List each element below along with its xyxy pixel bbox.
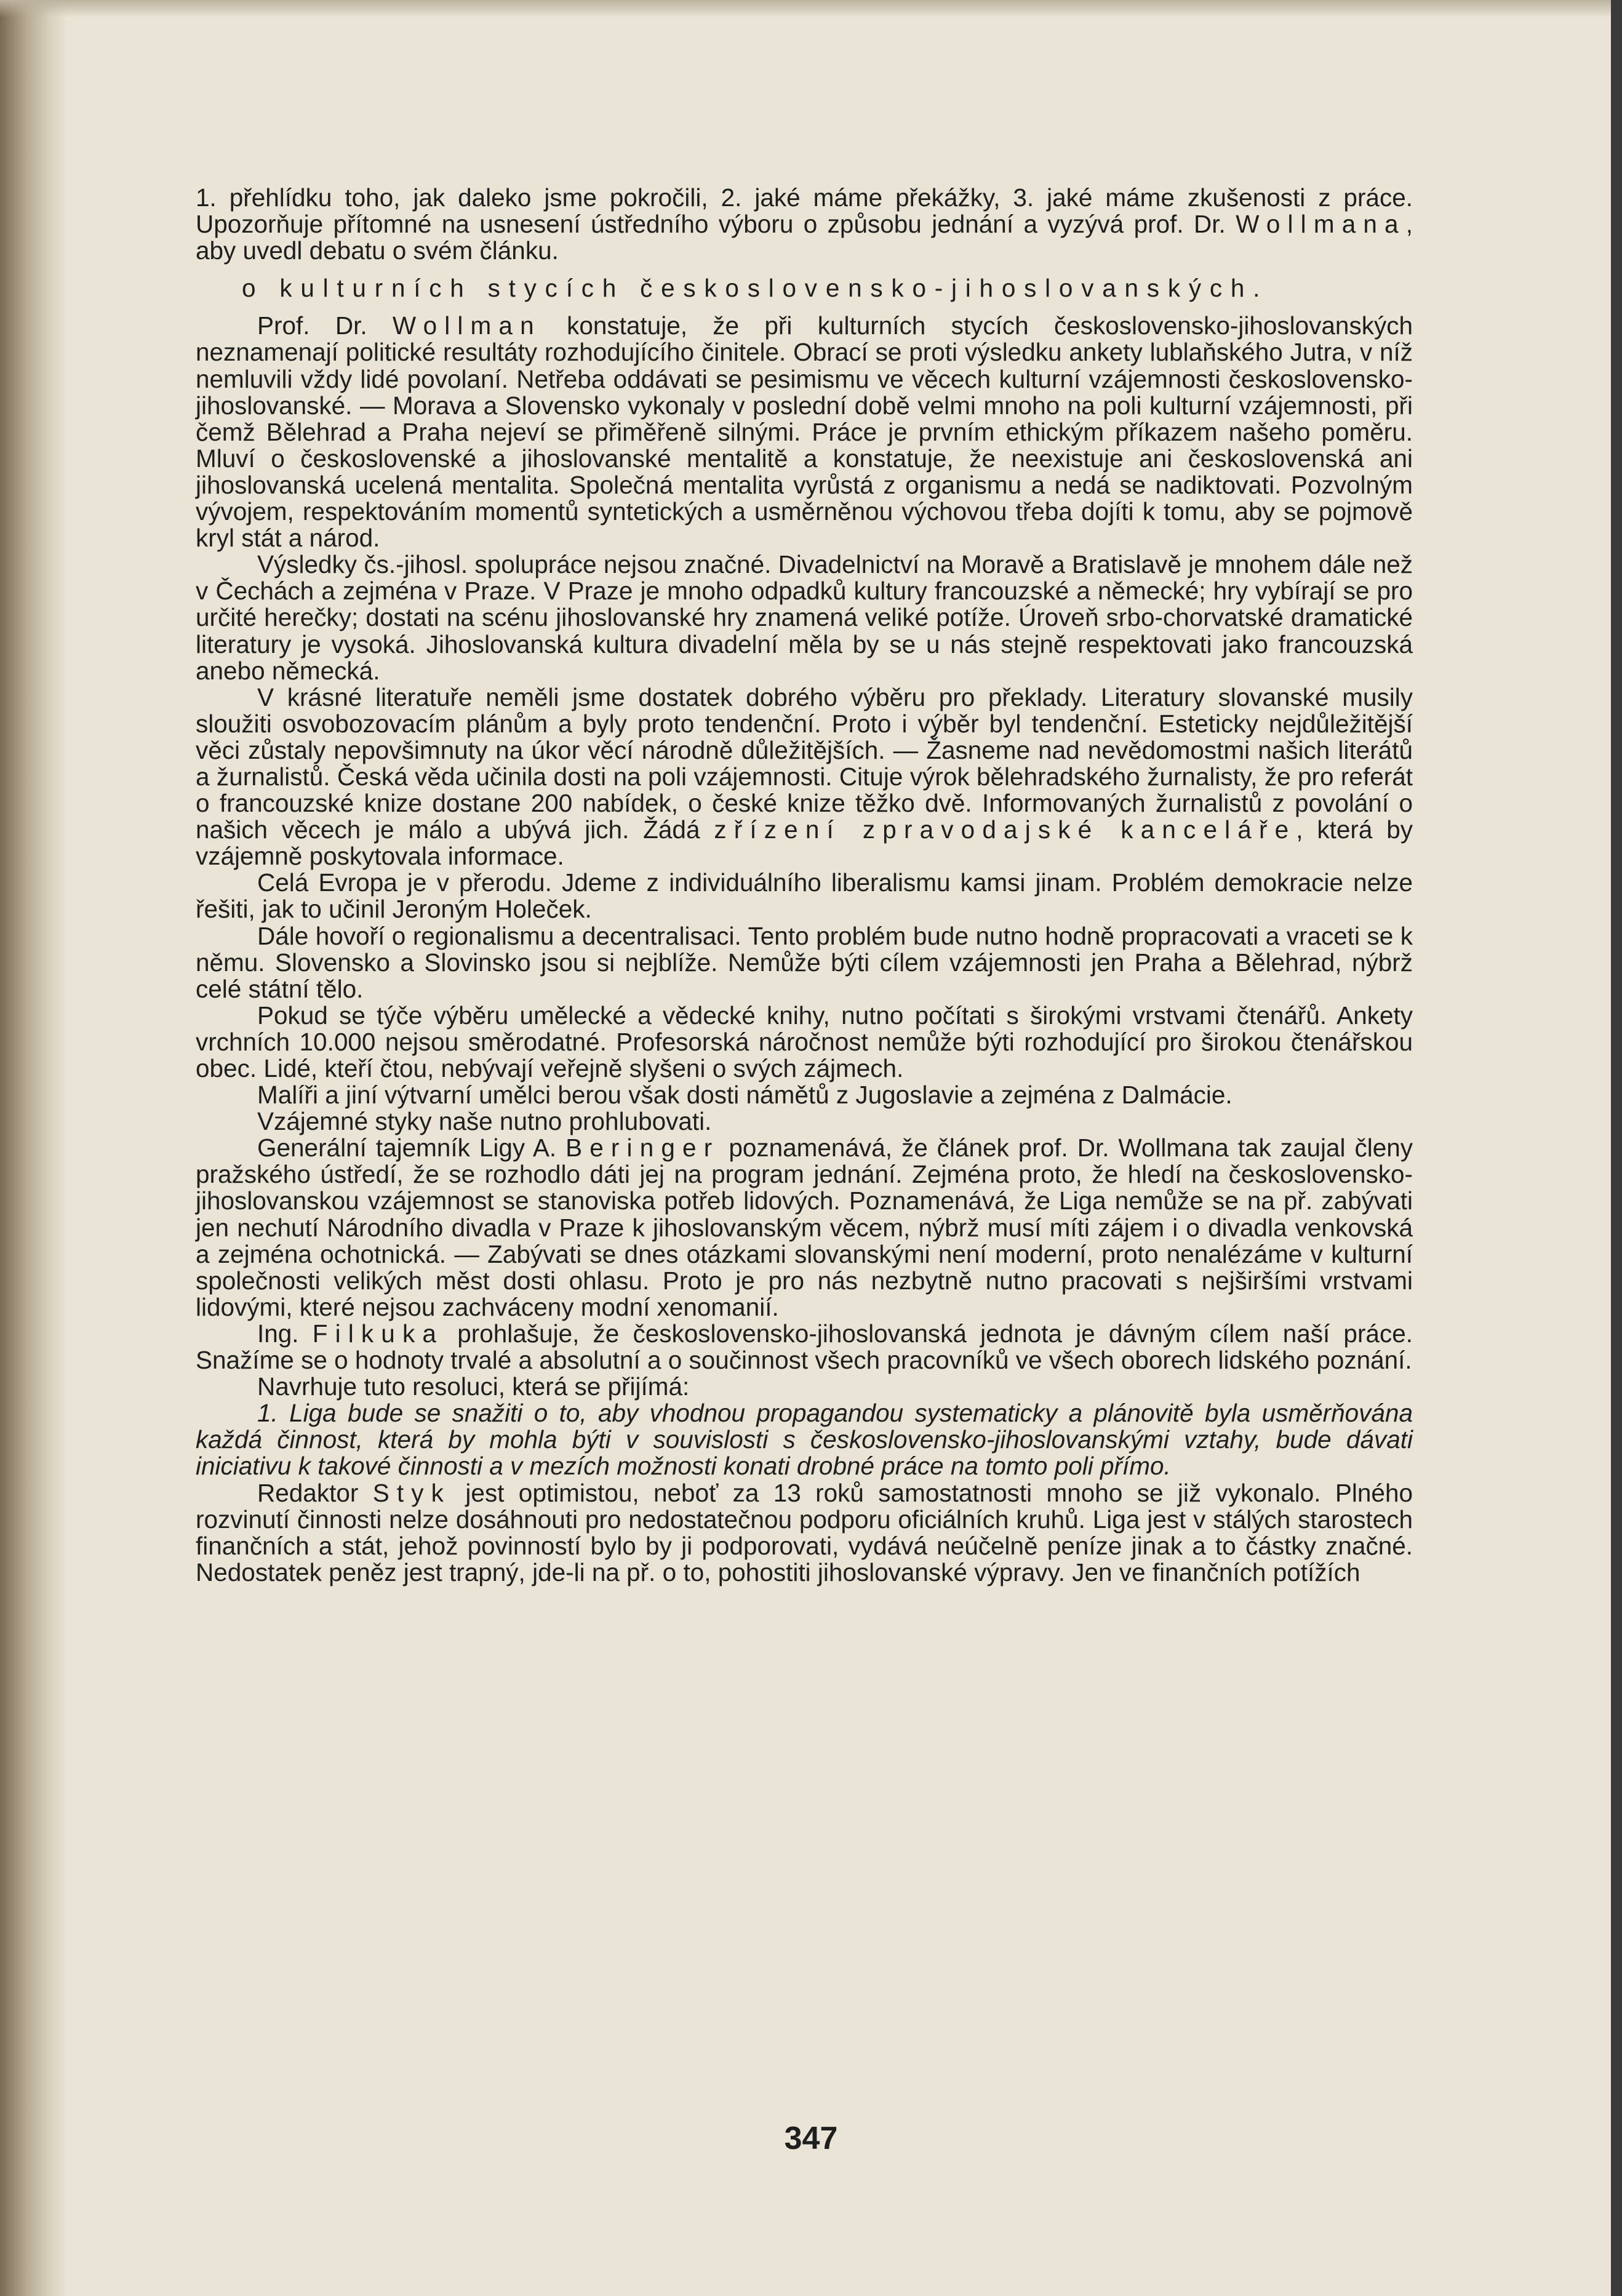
paragraph-malíři: Malíři a jiní výtvarní umělci berou však dosti námětů z Jugoslavie a zejména z Dalmácie. [257,1081,1232,1110]
wollman-prefix: Prof. Dr. [257,311,393,340]
wollman-name-spaced: Wollman [392,311,541,340]
page-top-edge [0,0,1622,17]
page-number: 347 [784,2121,838,2156]
binding-shadow [0,0,68,2296]
beringer-text: poznamenává, že článek prof. Dr. Wollmana tak zaujal členy pražského ústředí, že se rozhodlo dáti jej na program jednání. Zejména proto, že hledí na československo-jihoslovanskou vzájemnost se stanoviska potřeb lidových. Poznamenává, že Liga nemůže se na př. zabývati jen nechutí Národního divadla v Praze k jihoslovanským věcem, nýbrž musí míti zájem i o divadla venkovská a zejména ochotnická. — Zabývati se dnes otázkami slovanskými není moderní, proto nenalézáme v kulturní společnosti velikých měst dosti ohlasu. Proto je pro nás nezbytně nutno pracovati s nejširšími vrstvami lidovými, které nejsou zachváceny modní xenomanií. [196,1134,1413,1321]
styk-text: jest optimistou, neboť za 13 roků samostatnosti mnoho se již vykonalo. Plného rozvinutí činnosti nelze dosáhnouti pro nedostatečnou podporu oficiálních kruhů. Liga jest v stálých starostech finančních a stát, jehož povinností bylo by ji podporovati, vydává neúčelně peníze jinak a to částky značné. Nedostatek peněz jest trapný, jde-li na př. o to, pohostiti jihoslovanské výpravy. Jen ve finančních potížích [196,1478,1413,1586]
paragraph-wollman [196,313,1413,551]
body-text [196,185,1413,1586]
intro-text: 1. přehlídku toho, jak daleko jsme pokročili, 2. jaké máme překážky, 3. jaké máme zkušenosti z práce. Upozorňuje přítomné na usnesení ústředního výboru o způsobu jednání a vyzývá prof. Dr. [196,183,1413,239]
wollman-text: konstatuje, že při kulturních stycích československo-jihoslovanských neznamenají politické resultáty rozhodujícího činitele. Obrací se proti výsledku ankety lublaňského Jutra, v níž nemluvili vždy lidé povolaní. Netřeba oddávati se pesimismu ve věcech kulturní vzájemnosti československo-jihoslovanské. — Morava a Slovensko vykonaly v poslední době velmi mnoho na poli kulturní vzájemnosti, při čemž Bělehrad a Praha nejeví se přiměřeně silnými. Práce je prvním ethickým příkazem našeho poměru. Mluví o československé a jihoslovanské mentalitě a konstatuje, že neexistuje ani československá ani jihoslovanská ucelená mentalita. Společná mentalita vyrůstá z organismu a nedá se nadiktovati. Pozvolným vývojem, respektováním momentů syntetických a usměrněnou výchovou třeba dojíti k tomu, aby se pojmově kryl stát a národ. [196,311,1413,553]
filkuka-text: prohlašuje, že československo-jihoslovanská jednota je dávným cílem naší práce. Snažíme se o hodnoty trvalé a absolutní a o součinnost všech pracovníků ve všech oborech lidského poznání. [196,1319,1413,1375]
paragraph-literatura [196,684,1413,870]
page-right-edge [1611,0,1622,2296]
paragraph-styk [196,1480,1413,1586]
paragraph-regionalismus: Dále hovoří o regionalismu a decentralisaci. Tento problém bude nutno hodně propracovati a vraceti se k němu. Slovensko a Slovinsko jsou si nejblíže. Nemůže býti cílem vzájemnosti jen Praha a Bělehrad, nýbrž celé státní tělo. [196,921,1413,1003]
paragraph-evropa: Celá Evropa je v přerodu. Jdeme z individuálního liberalismu kamsi jinam. Problém demokracie nelze řešiti, jak to učinil Jeroným Holeček. [196,868,1413,924]
paragraph-vysledky: Výsledky čs.-jihosl. spolupráce nejsou značné. Divadelnictví na Moravě a Bratislavě je mnohem dále než v Čechách a zejména v Praze. V Praze je mnoho odpadků kultury francouzské a německé; hry vybírají se pro určité herečky; dostati na scénu jihoslovanské hry znamená veliké potíže. Úroveň srbo-chorvatské dramatické literatury je vysoká. Jihoslovanská kultura divadelní měla by se u nás stejně respektovati jako francouzská anebo německá. [196,550,1413,685]
filkuka-name-spaced: Filkuka [312,1319,444,1348]
intro-name-spaced: Wollmana [1236,210,1406,239]
intro-end-text: , aby uvedl debatu o svém článku. [196,210,1413,265]
paragraph-vyber: Pokud se týče výběru umělecké a vědecké knihy, nutno počítati s širokými vrstvami čtenářů. Ankety vrchních 10.000 nejsou směrodatné. Profesorská náročnost nemůže býti rozhodující pro širokou čtenářskou obec. Lidé, kteří čtou, nebývají veřejně slyšeni o svých zájmech. [196,1001,1413,1082]
literatura-text: V krásné literatuře neměli jsme dostatek dobrého výběru pro překlady. Literatury slovanské musily sloužiti osvobozovacím plánům a byly proto tendenční. Proto i výběr byl tendenční. Esteticky nejdůležitější věci zůstaly nepovšimnuty na úkor věcí národně důležitějších. — Žasneme nad nevědomostmi našich literátů a žurnalistů. Česká věda učinila dosti na poli vzájemnosti. Cituje výrok bělehradského žurnalisty, že pro referát o francouzské knize dostane 200 nabídek, o české knize těžko dvě. Informovaných žurnalistů z povolání o našich věcech je málo a ubývá jich. Žádá [196,682,1413,844]
paragraph-navrhuje: Navrhuje tuto resoluci, která se přijímá: [257,1372,690,1401]
beringer-name-spaced: Beringer [565,1134,720,1162]
paragraph-beringer [196,1135,1413,1321]
styk-prefix: Redaktor [257,1478,373,1507]
styk-name-spaced: Styk [372,1478,452,1507]
paragraph-resolution: 1. Liga bude se snažiti o to, aby vhodnou propagandou systematicky a plánovitě byla usměrňována každá činnost, která by mohla býti v souvislosti s československo-jihoslovanskými vztahy, bude dávati iniciativu k takové činnosti a v mezích možnosti konati drobné práce na tomto poli přímo. [196,1399,1413,1481]
literatura-end: , která by vzájemně poskytovala informace. [196,815,1413,871]
filkuka-prefix: Ing. [257,1319,313,1348]
paragraph-filkuka [196,1321,1413,1374]
section-heading-text: o kulturních stycích československo-jihoslovanských. [242,274,1269,303]
literatura-spaced: zřízení zpravodajské kanceláře [714,815,1296,844]
beringer-prefix: Generální tajemník Ligy A. [257,1134,566,1162]
section-heading [196,275,1413,302]
paragraph-styky: Vzájemné styky naše nutno prohlubovati. [257,1107,712,1136]
paragraph-intro [196,185,1413,264]
